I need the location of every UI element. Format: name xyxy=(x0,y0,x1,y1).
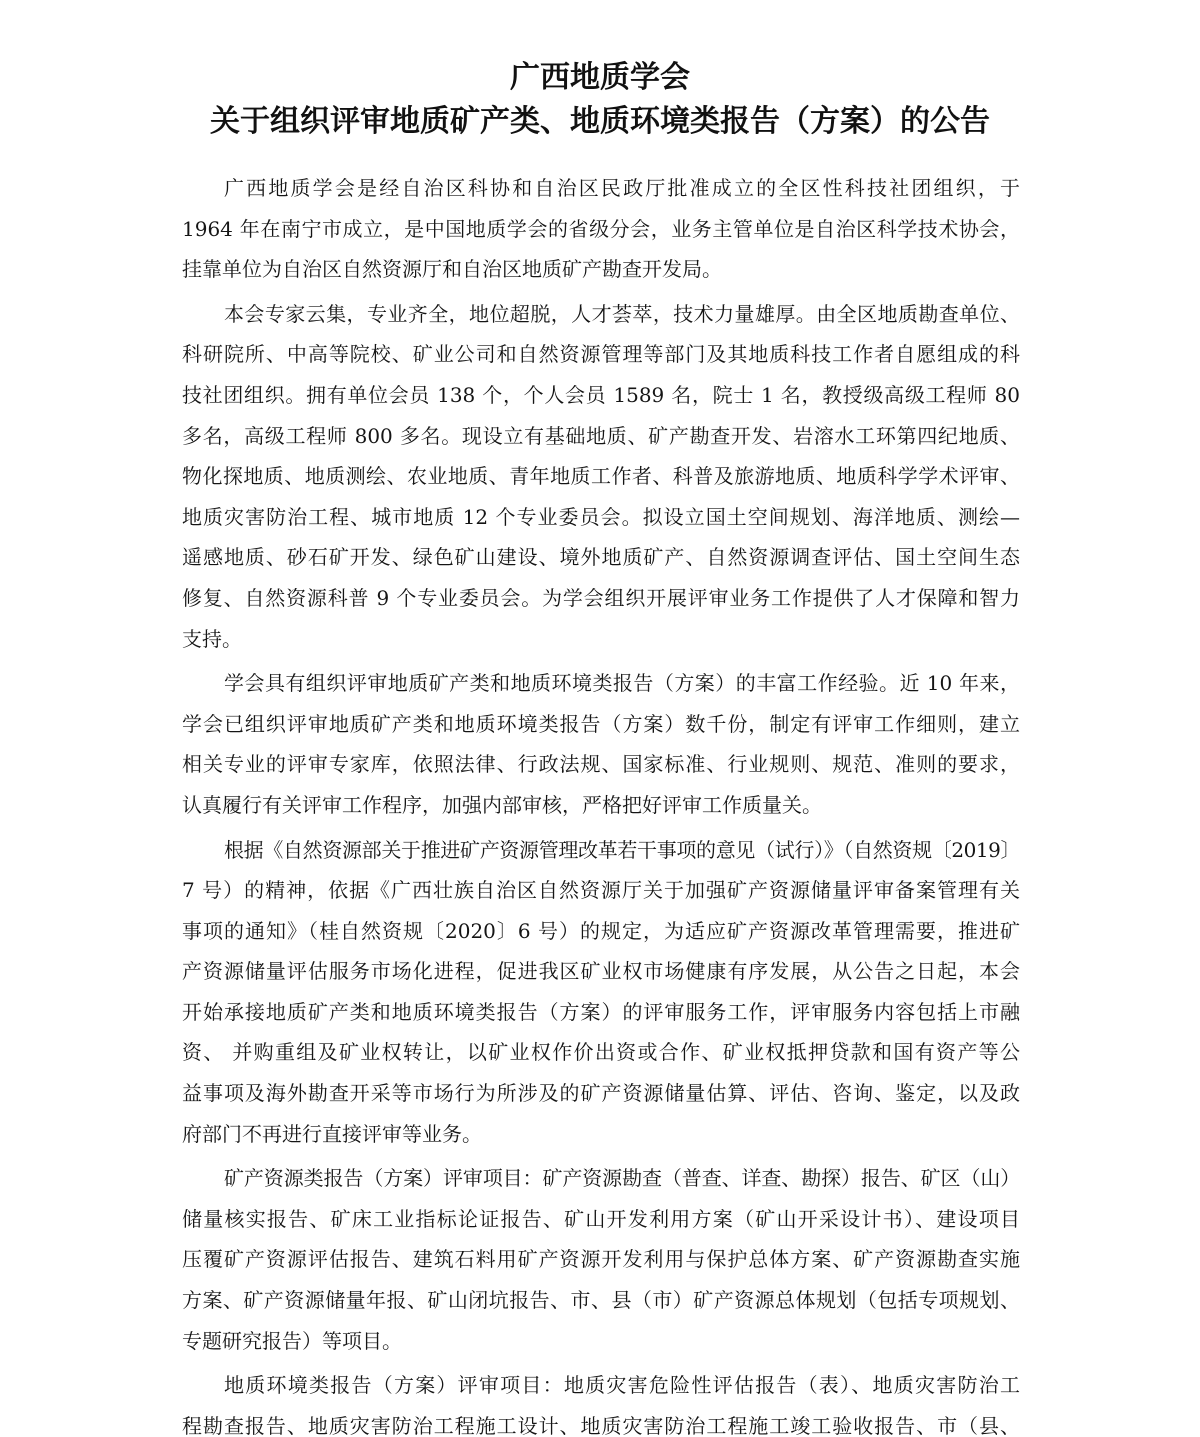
text-line: 支持。 xyxy=(182,626,242,651)
text-line: 专题研究报告）等项目。 xyxy=(182,1328,402,1353)
text-line: 地质灾害防治工程、城市地质 12 个专业委员会。拟设立国土空间规划、海洋地质、测绘— xyxy=(182,504,1020,529)
text-line: 根据《自然资源部关于推进矿产资源管理改革若干事项的意见（试行）》（自然资规〔2019〕 xyxy=(224,837,1020,862)
text-line: 地质环境类报告（方案）评审项目：地质灾害危险性评估报告（表）、地质灾害防治工 xyxy=(224,1373,1020,1398)
title-line-1: 广西地质学会 xyxy=(510,60,690,95)
text-line: 1964 年在南宁市成立，是中国地质学会的省级分会，业务主管单位是自治区科学技术协会， xyxy=(182,216,1020,241)
title-line-2: 关于组织评审地质矿产类、地质环境类报告（方案）的公告 xyxy=(210,104,990,139)
document-body xyxy=(182,168,1020,1437)
text-line: 学会已组织评审地质矿产类和地质环境类报告（方案）数千份，制定有评审工作细则，建立 xyxy=(182,711,1020,736)
text-line: 益事项及海外勘查开采等市场行为所涉及的矿产资源储量估算、评估、咨询、鉴定，以及政 xyxy=(182,1081,1020,1106)
text-line: 多名，高级工程师 800 多名。现设立有基础地质、矿产勘查开发、岩溶水工环第四纪地质、 xyxy=(182,423,1020,448)
text-line: 储量核实报告、矿床工业指标论证报告、矿山开发利用方案（矿山开采设计书）、建设项目 xyxy=(182,1206,1020,1231)
text-line: 修复、自然资源科普 9 个专业委员会。为学会组织开展评审业务工作提供了人才保障和智力 xyxy=(182,585,1020,610)
text-line: 产资源储量评估服务市场化进程，促进我区矿业权市场健康有序发展，从公告之日起，本会 xyxy=(182,959,1020,984)
text-line: 相关专业的评审专家库，依照法律、行政法规、国家标准、行业规则、规范、准则的要求， xyxy=(182,752,1020,777)
text-line: 挂靠单位为自治区自然资源厅和自治区地质矿产勘查开发局。 xyxy=(182,257,722,282)
text-line: 7 号）的精神，依据《广西壮族自治区自然资源厅关于加强矿产资源储量评审备案管理有关 xyxy=(182,878,1020,903)
paragraph-experts xyxy=(182,294,1020,659)
text-line: 程勘查报告、地质灾害防治工程施工设计、地质灾害防治工程施工竣工验收报告、市（县、 xyxy=(182,1413,1020,1437)
paragraph-mineral-items xyxy=(182,1158,1020,1361)
text-line: 科研院所、中高等院校、矿业公司和自然资源管理等部门及其地质科技工作者自愿组成的科 xyxy=(182,342,1020,367)
text-line: 方案、矿产资源储量年报、矿山闭坑报告、市、县（市）矿产资源总体规划（包括专项规划、 xyxy=(182,1288,1020,1313)
text-line: 学会具有组织评审地质矿产类和地质环境类报告（方案）的丰富工作经验。近 10 年来， xyxy=(224,671,1020,696)
paragraph-environment-items xyxy=(182,1365,1020,1437)
paragraph-basis xyxy=(182,830,1020,1155)
text-line: 物化探地质、地质测绘、农业地质、青年地质工作者、科普及旅游地质、地质科学学术评审、 xyxy=(182,464,1020,489)
text-line: 矿产资源类报告（方案）评审项目：矿产资源勘查（普查、详查、勘探）报告、矿区（山） xyxy=(224,1166,1020,1191)
paragraph-intro xyxy=(182,168,1020,290)
text-line: 技社团组织。拥有单位会员 138 个，个人会员 1589 名，院士 1 名，教授级高级工程师 80 xyxy=(182,382,1020,407)
text-line: 本会专家云集，专业齐全，地位超脱，人才荟萃，技术力量雄厚。由全区地质勘查单位、 xyxy=(224,301,1020,326)
text-line: 压覆矿产资源评估报告、建筑石料用矿产资源开发利用与保护总体方案、矿产资源勘查实施 xyxy=(182,1247,1020,1272)
text-line: 遥感地质、砂石矿开发、绿色矿山建设、境外地质矿产、自然资源调查评估、国土空间生态 xyxy=(182,545,1020,570)
paragraph-experience xyxy=(182,663,1020,825)
document-title xyxy=(0,56,1200,144)
text-line: 开始承接地质矿产类和地质环境类报告（方案）的评审服务工作，评审服务内容包括上市融 xyxy=(182,999,1020,1024)
text-line: 资、 并购重组及矿业权转让，以矿业权作价出资或合作、矿业权抵押贷款和国有资产等公 xyxy=(182,1040,1020,1065)
text-line: 广西地质学会是经自治区科协和自治区民政厅批准成立的全区性科技社团组织，于 xyxy=(224,176,1020,200)
text-line: 府部门不再进行直接评审等业务。 xyxy=(182,1121,482,1146)
text-line: 认真履行有关评审工作程序，加强内部审核，严格把好评审工作质量关。 xyxy=(182,792,822,817)
text-line: 事项的通知》（桂自然资规〔2020〕6 号）的规定，为适应矿产资源改革管理需要，推进矿 xyxy=(182,918,1020,943)
